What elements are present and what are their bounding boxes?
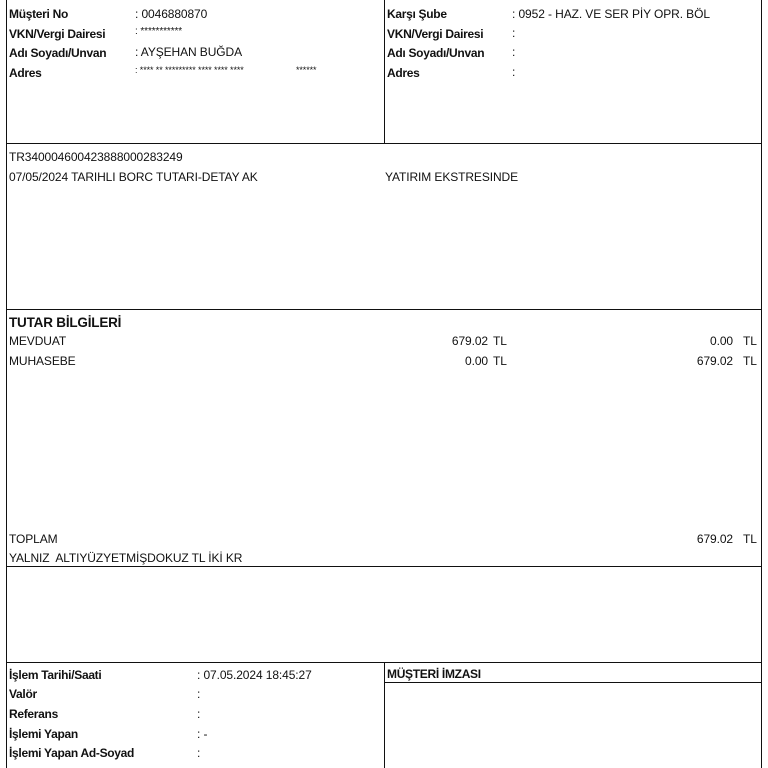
- musteri-no-label: Müşteri No: [9, 7, 69, 21]
- muhasebe-amount2: 679.02: [696, 354, 733, 368]
- mevduat-amount: 679.02: [451, 334, 488, 348]
- karsi-adi-label: Adı Soyadı/Unvan: [387, 46, 485, 60]
- amount-in-words: YALNIZ ALTIYÜZYETMİŞDOKUZ TL İKİ KR: [9, 551, 243, 565]
- vkn-label: VKN/Vergi Dairesi: [9, 27, 106, 41]
- bottom-column-divider: [384, 662, 385, 768]
- adres-label: Adres: [9, 66, 42, 80]
- total-label: TOPLAM: [9, 532, 58, 546]
- mevduat-currency: TL: [493, 334, 507, 348]
- muhasebe-amount: 0.00: [465, 354, 488, 368]
- cropped-text-fragment: [9, 0, 159, 1]
- total-currency: TL: [743, 532, 757, 546]
- islem-tarihi-value: : 07.05.2024 18:45:27: [197, 668, 312, 682]
- islemi-yapan-ad-value: :: [197, 746, 201, 760]
- referans-label: Referans: [9, 707, 58, 721]
- description-section-divider: [6, 309, 762, 310]
- valor-label: Valör: [9, 687, 37, 701]
- total-value: 679.02: [696, 532, 733, 546]
- karsi-vkn-value: :: [512, 26, 516, 40]
- adi-soyadi-value: : AYŞEHAN BUĞDA: [135, 45, 242, 59]
- islem-tarihi-label: İşlem Tarihi/Saati: [9, 668, 102, 682]
- karsi-vkn-label: VKN/Vergi Dairesi: [387, 27, 484, 41]
- karsi-sube-value: : 0952 - HAZ. VE SER PİY OPR. BÖL: [512, 7, 710, 21]
- islemi-yapan-label: İşlemi Yapan: [9, 727, 78, 741]
- referans-value: :: [197, 707, 201, 721]
- description-left: 07/05/2024 TARIHLI BORC TUTARI-DETAY AK: [9, 170, 258, 184]
- amounts-section-divider: [6, 566, 762, 567]
- signature-heading-underline: [384, 682, 762, 683]
- karsi-sube-label: Karşı Şube: [387, 7, 447, 21]
- amounts-heading: TUTAR BİLGİLERİ: [9, 315, 122, 330]
- adres-value-extra: ******: [296, 65, 317, 75]
- valor-value: :: [197, 687, 201, 701]
- musteri-no-value: : 0046880870: [135, 7, 208, 21]
- signature-heading: MÜŞTERİ İMZASI: [387, 667, 481, 681]
- mevduat-currency2: TL: [743, 334, 757, 348]
- muhasebe-label: MUHASEBE: [9, 354, 76, 368]
- description-right: YATIRIM EKSTRESINDE: [385, 170, 519, 184]
- muhasebe-currency2: TL: [743, 354, 757, 368]
- iban-text: TR340004600423888000283249: [9, 150, 183, 164]
- frame-left-line: [6, 0, 7, 768]
- adres-value: : **** ** ********* **** **** ****: [135, 65, 244, 75]
- islemi-yapan-ad-label: İşlemi Yapan Ad-Soyad: [9, 746, 135, 760]
- vkn-value: : ***********: [135, 26, 183, 37]
- karsi-adres-label: Adres: [387, 66, 420, 80]
- mevduat-amount2: 0.00: [710, 334, 733, 348]
- frame-right-line: [761, 0, 762, 768]
- top-column-divider: [384, 0, 385, 143]
- muhasebe-currency: TL: [493, 354, 507, 368]
- mevduat-label: MEVDUAT: [9, 334, 67, 348]
- adi-soyadi-label: Adı Soyadı/Unvan: [9, 46, 107, 60]
- karsi-adres-value: :: [512, 65, 516, 79]
- islemi-yapan-value: : -: [197, 727, 208, 741]
- top-section-divider: [6, 143, 762, 144]
- karsi-adi-value: :: [512, 45, 516, 59]
